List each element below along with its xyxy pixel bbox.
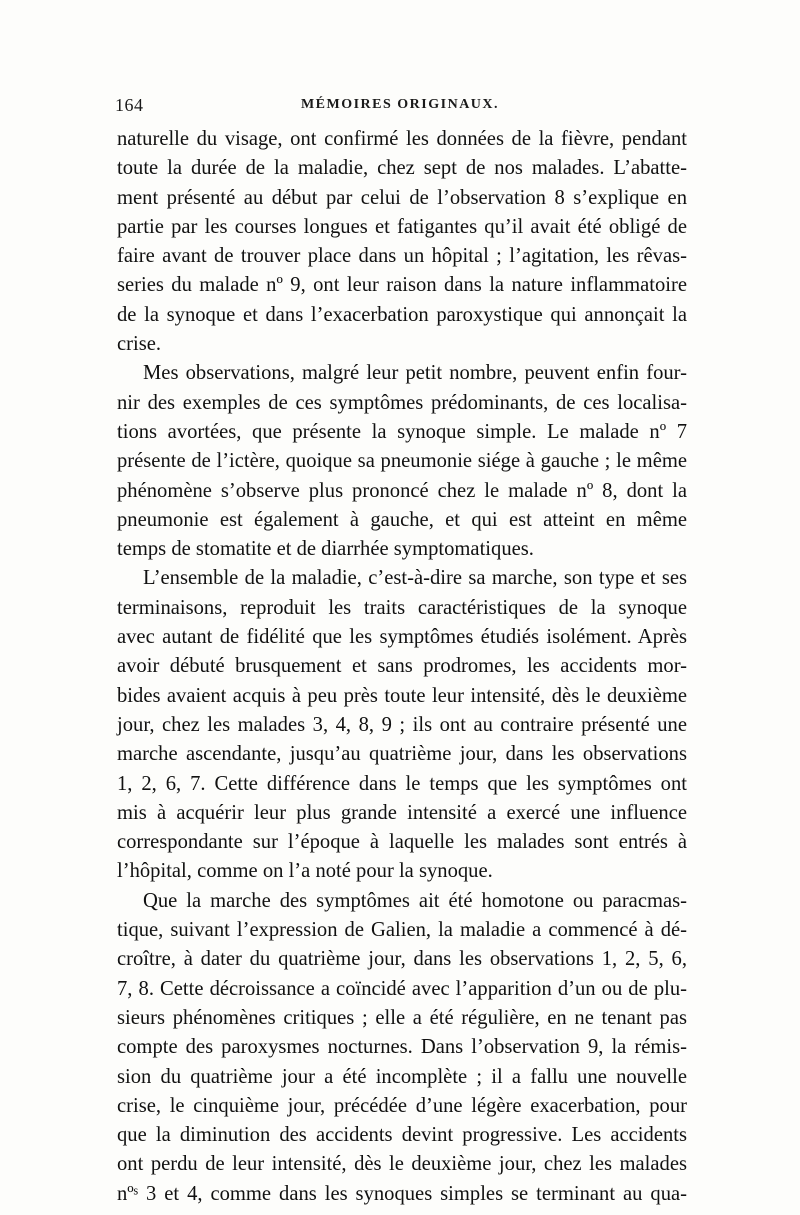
text-line: terminaisons, reproduit les traits caractéristiques de la synoque — [117, 596, 687, 619]
text-line: toute la durée de la maladie, chez sept de nos malades. L’abatte- — [117, 157, 687, 180]
body-text — [117, 125, 687, 1209]
text-line: nºˢ 3 et 4, comme dans les synoques simples se terminant au qua- — [117, 1182, 687, 1205]
text-line: 1, 2, 6, 7. Cette différence dans le temps que les symptômes ont — [117, 772, 687, 795]
text-line: series du malade nº 9, ont leur raison dans la nature inflammatoire — [117, 274, 687, 297]
text-line: pneumonie est également à gauche, et qui est atteint en même — [117, 508, 687, 531]
page-number: 164 — [115, 95, 144, 115]
text-line: tions avortées, que présente la synoque simple. Le malade nº 7 — [117, 420, 687, 443]
text-line: Mes observations, malgré leur petit nombre, peuvent enfin four- — [143, 362, 687, 385]
text-line: mis à acquérir leur plus grande intensité a exercé une influence — [117, 801, 687, 824]
text-line: compte des paroxysmes nocturnes. Dans l’observation 9, la rémis- — [117, 1036, 687, 1059]
text-line: ment présenté au début par celui de l’observation 8 s’explique en — [117, 186, 687, 209]
text-line: sieurs phénomènes critiques ; elle a été régulière, en ne tenant pas — [117, 1006, 687, 1029]
page-header — [115, 95, 685, 119]
text-line: 7, 8. Cette décroissance a coïncidé avec l’apparition d’un ou de plu- — [117, 977, 687, 1000]
text-line: crise, le cinquième jour, précédée d’une légère exacerbation, pour — [117, 1094, 687, 1117]
text-line: jour, chez les malades 3, 4, 8, 9 ; ils ont au contraire présenté une — [117, 713, 687, 736]
text-line: naturelle du visage, ont confirmé les données de la fièvre, pendant — [117, 128, 687, 150]
text-line: faire avant de trouver place dans un hôpital ; l’agitation, les rêvas- — [117, 245, 687, 268]
text-line: présente de l’ictère, quoique sa pneumonie siége à gauche ; le même — [117, 450, 687, 473]
text-line: de la synoque et dans l’exacerbation paroxystique qui annonçait la — [117, 303, 687, 326]
text-line: crise. — [117, 333, 162, 356]
text-line: Que la marche des symptômes ait été homotone ou paracmas- — [143, 889, 687, 912]
running-title: MÉMOIRES ORIGINAUX. — [300, 97, 500, 112]
text-line: nir des exemples de ces symptômes prédominants, de ces localisa- — [117, 391, 687, 414]
text-line: ont perdu de leur intensité, dès le deuxième jour, chez les malades — [117, 1153, 687, 1176]
text-line: marche ascendante, jusqu’au quatrième jour, dans les observations — [117, 743, 687, 766]
text-line: tique, suivant l’expression de Galien, la maladie a commencé à dé- — [117, 919, 687, 942]
text-line: avoir débuté brusquement et sans prodromes, les accidents mor- — [117, 655, 687, 678]
text-line: correspondante sur l’époque à laquelle les malades sont entrés à — [117, 831, 687, 854]
text-line: croître, à dater du quatrième jour, dans les observations 1, 2, 5, 6, — [117, 948, 687, 971]
text-line: sion du quatrième jour a été incomplète ; il a fallu une nouvelle — [117, 1065, 687, 1088]
text-line: L’ensemble de la maladie, c’est-à-dire sa marche, son type et ses — [143, 567, 687, 590]
text-line: avec autant de fidélité que les symptômes étudiés isolément. Après — [117, 626, 687, 649]
text-line: l’hôpital, comme on l’a noté pour la synoque. — [117, 860, 493, 883]
text-line: phénomène s’observe plus prononcé chez le malade nº 8, dont la — [117, 479, 687, 502]
text-line: temps de stomatite et de diarrhée symptomatiques. — [117, 538, 534, 561]
text-line: bides avaient acquis à peu près toute leur intensité, dès le deuxième — [117, 684, 687, 707]
text-line: partie par les courses longues et fatigantes qu’il avait été obligé de — [117, 215, 687, 238]
text-line: que la diminution des accidents devint progressive. Les accidents — [117, 1124, 687, 1147]
